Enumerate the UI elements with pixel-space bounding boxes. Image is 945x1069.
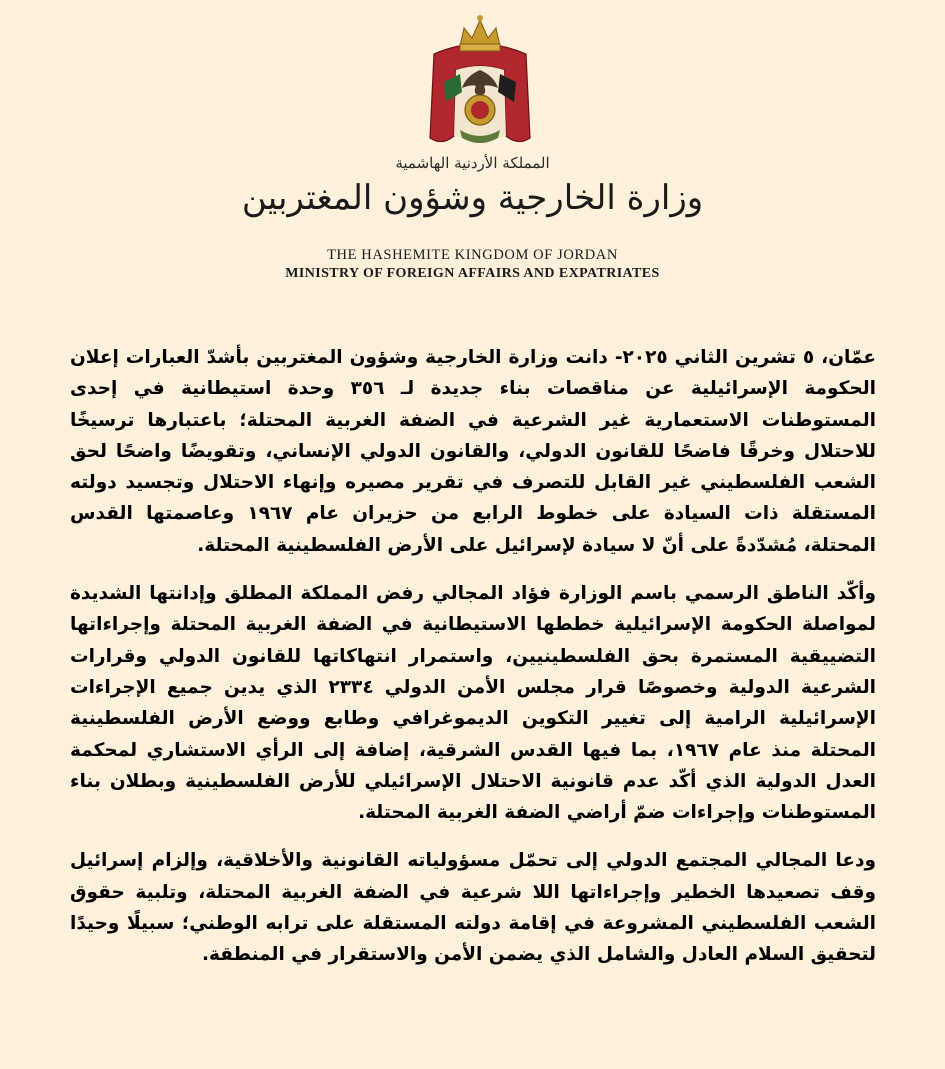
statement-paragraph-1: عمّان، ٥ تشرين الثاني ٢٠٢٥- دانت وزارة الخارجية وشؤون المغتربين بأشدّ العبارات إعلان الحكومة الإسرائيلية عن مناقصات بناء جديدة لـ ٣٥٦ وحدة استيطانية في إحدى المستوطنات الاستعمارية غير الشرعية في الضفة الغربية المحتلة؛ باعتبارها ترسيخًا للاحتلال وخرقًا فاضحًا للقانون الدولي، والقانون الدولي الإنساني، وتقويضًا واضحًا لحق الشعب الفلسطيني غير القابل للتصرف في تقرير مصيره وإنهاء الاحتلال وتجسيد دولته المستقلة ذات السيادة على خطوط الرابع من حزيران عام ١٩٦٧ وعاصمتها القدس المحتلة، مُشدّدةً على أنّ لا سيادة لإسرائيل على الأرض الفلسطينية المحتلة. <box>70 347 876 556</box>
statement-paragraph-3: ودعا المجالي المجتمع الدولي إلى تحمّل مسؤولياته القانونية والأخلاقية، وإلزام إسرائيل وقف تصعيدها الخطير وإجراءاتها اللا شرعية في الضفة الغربية المحتلة، وتلبية حقوق الشعب الفلسطيني المشروعة في إقامة دولته المستقلة على ترابه الوطني؛ سبيلًا وحيدًا لتحقيق السلام العادل والشامل الذي يضمن الأمن والاستقرار في المنطقة. <box>70 850 876 966</box>
english-kingdom-title: THE HASHEMITE KINGDOM OF JORDAN <box>327 247 618 263</box>
english-ministry-title: MINISTRY OF FOREIGN AFFAIRS AND EXPATRIATES <box>285 266 660 281</box>
letterhead <box>0 0 945 300</box>
statement-paragraph-2: وأكّد الناطق الرسمي باسم الوزارة فؤاد المجالي رفض المملكة المطلق وإدانتها الشديدة لمواصلة الحكومة الإسرائيلية خططها الاستيطانية في الضفة الغربية المحتلة وإجراءاتها التضييقية المستمرة بحق الفلسطينيين، واستمرار انتهاكاتها للقانون الدولي وقرارات الشرعية الدولية وخصوصًا قرار مجلس الأمن الدولي ٢٣٣٤ الذي يدين جميع الإجراءات الإسرائيلية الرامية إلى تغيير التكوين الديموغرافي وطابع ووضع الأرض الفلسطينية المحتلة منذ عام ١٩٦٧، بما فيها القدس الشرقية، إضافة إلى الرأي الاستشاري لمحكمة العدل الدولية الذي أكّد عدم قانونية الاحتلال الإسرائيلي للأرض الفلسطينية وبطلان بناء المستوطنات وإجراءات ضمّ أراضي الضفة الغربية المحتلة. <box>70 583 876 824</box>
arabic-ministry-title: وزارة الخارجية وشؤون المغتربين <box>241 178 704 218</box>
press-statement <box>70 342 876 971</box>
arabic-kingdom-title: المملكة الأردنية الهاشمية <box>395 154 550 172</box>
coat-of-arms-icon <box>420 12 540 152</box>
